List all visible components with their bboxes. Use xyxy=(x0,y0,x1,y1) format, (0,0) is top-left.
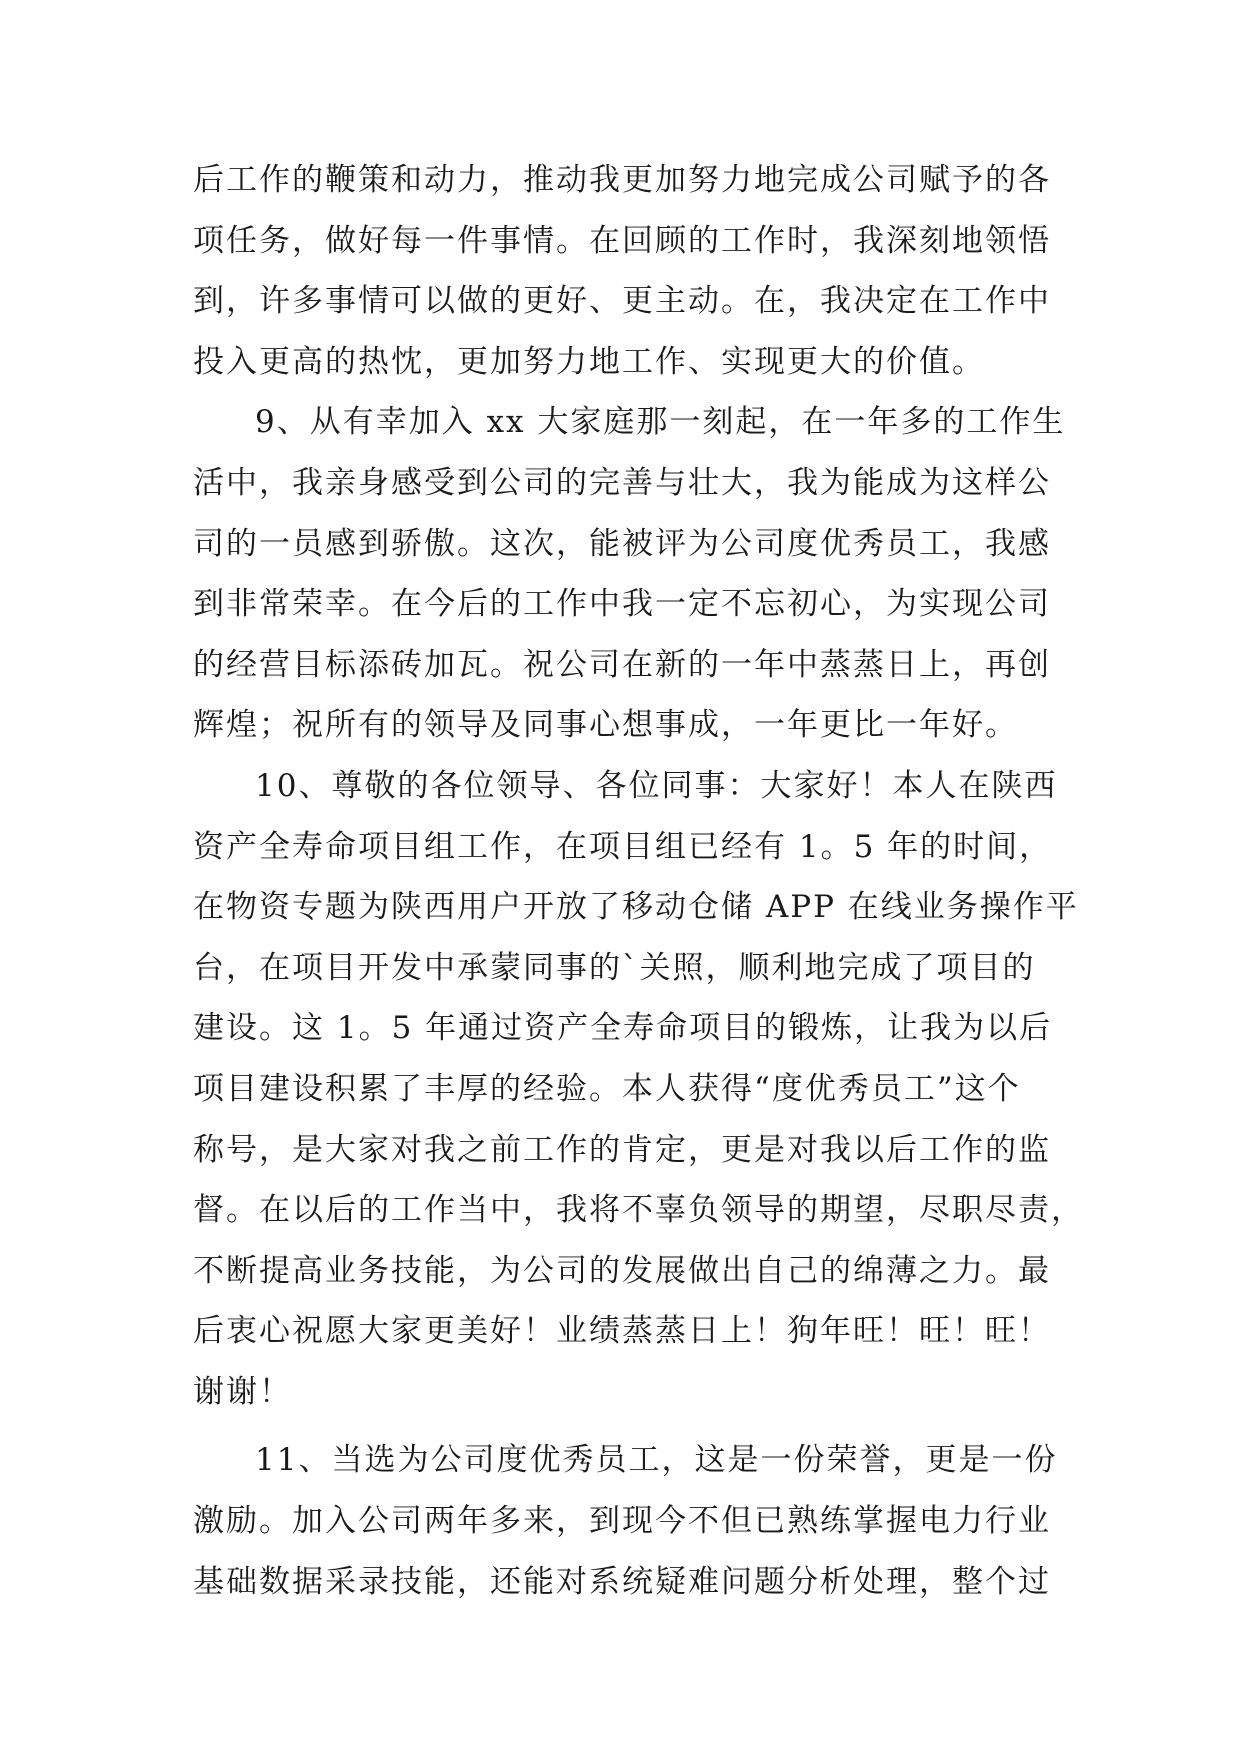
text-line: 投入更高的热忱，更加努力地工作、实现更大的价值。 xyxy=(193,343,985,380)
document-body xyxy=(193,150,1084,1612)
text-line: 激励。加入公司两年多来，到现今不但已熟练掌握电力行业 xyxy=(193,1503,1051,1540)
text-line: 辉煌；祝所有的领导及同事心想事成，一年更比一年好。 xyxy=(193,707,1018,744)
text-line: 项任务，做好每一件事情。在回顾的工作时，我深刻地领悟 xyxy=(193,222,1051,259)
paragraph-9-first-line: 9、从有幸加入 xx 大家庭那一刻起，在一年多的工作生 xyxy=(255,404,1066,441)
text-line: 后衷心祝愿大家更美好！业绩蒸蒸日上！狗年旺！旺！旺！ xyxy=(193,1313,1051,1350)
text-line: 到非常荣幸。在今后的工作中我一定不忘初心，为实现公司 xyxy=(193,586,1051,623)
text-line: 谢谢！ xyxy=(193,1373,292,1410)
text-line: 司的一员感到骄傲。这次，能被评为公司度优秀员工，我感 xyxy=(193,525,1051,562)
text-line: 的经营目标添砖加瓦。祝公司在新的一年中蒸蒸日上，再创 xyxy=(193,646,1051,683)
paragraph-10-first-line: 10、尊敬的各位领导、各位同事：大家好！本人在陕西 xyxy=(255,767,1058,804)
text-line: 在物资专题为陕西用户开放了移动仓储 APP 在线业务操作平 xyxy=(193,889,1079,926)
text-line: 不断提高业务技能，为公司的发展做出自己的绵薄之力。最 xyxy=(193,1252,1051,1289)
text-line: 到，许多事情可以做的更好、更主动。在，我决定在工作中 xyxy=(193,283,1051,320)
paragraph-11-first-line: 11、当选为公司度优秀员工，这是一份荣誉，更是一份 xyxy=(255,1442,1058,1479)
text-line: 资产全寿命项目组工作，在项目组已经有 1。5 年的时间， xyxy=(193,828,1053,865)
text-line: 建设。这 1。5 年通过资产全寿命项目的锻炼，让我为以后 xyxy=(193,1010,1053,1047)
text-line: 督。在以后的工作当中，我将不辜负领导的期望，尽职尽责， xyxy=(193,1192,1084,1229)
text-line: 项目建设积累了丰厚的经验。本人获得“度优秀员工”这个 xyxy=(193,1070,1021,1107)
text-line: 活中，我亲身感受到公司的完善与壮大，我为能成为这样公 xyxy=(193,464,1051,501)
text-line: 基础数据采录技能，还能对系统疑难问题分析处理，整个过 xyxy=(193,1563,1051,1600)
text-line: 称号，是大家对我之前工作的肯定，更是对我以后工作的监 xyxy=(193,1131,1051,1168)
text-line: 台，在项目开发中承蒙同事的`关照，顺利地完成了项目的 xyxy=(193,949,1036,986)
text-line: 后工作的鞭策和动力，推动我更加努力地完成公司赋予的各 xyxy=(193,162,1051,198)
